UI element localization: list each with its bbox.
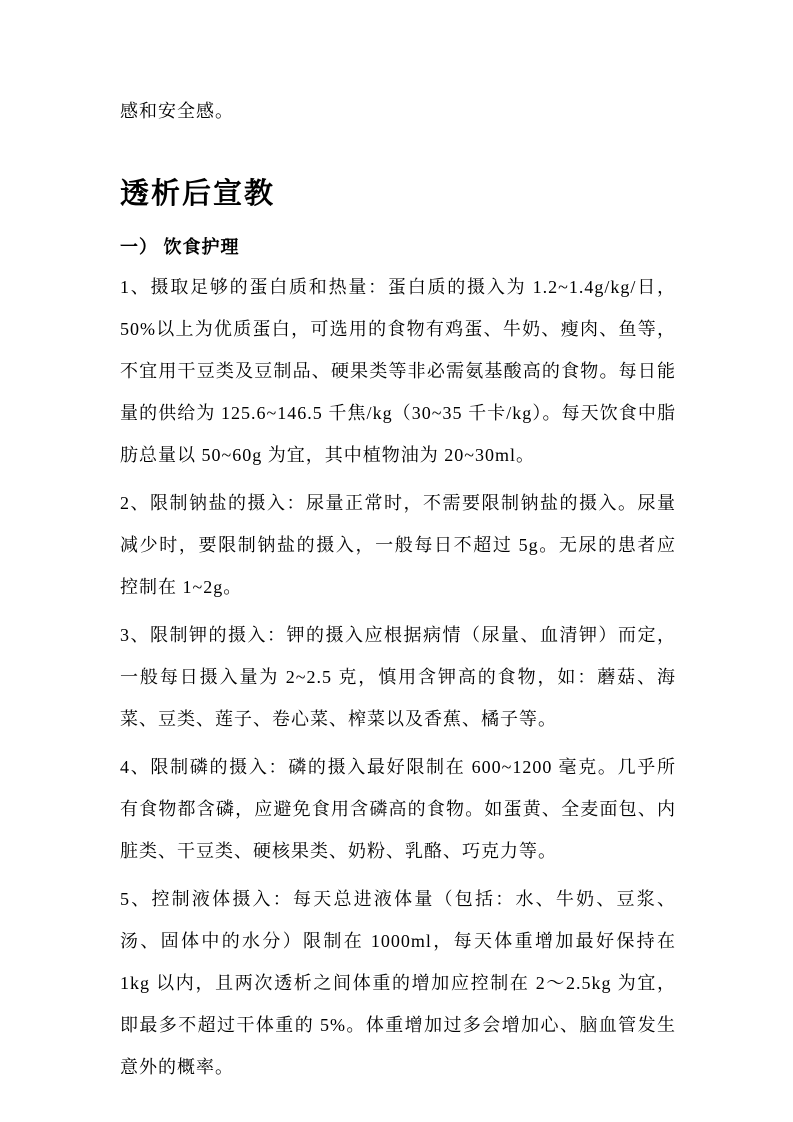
document-title: 透析后宣教 xyxy=(120,178,276,210)
paragraph-phosphorus-restriction: 4、限制磷的摄入：磷的摄入最好限制在 600~1200 毫克。几乎所有食物都含磷，应避免食用含磷高的食物。如蛋黄、全麦面包、内脏类、干豆类、硬核果类、奶粉、乳酪、巧克力等。 xyxy=(120,757,676,861)
paragraph-sodium-restriction: 2、限制钠盐的摄入：尿量正常时，不需要限制钠盐的摄入。尿量减少时，要限制钠盐的摄入，一般每日不超过 5g。无尿的患者应控制在 1~2g。 xyxy=(120,493,676,597)
paragraph-list xyxy=(120,266,676,1088)
paragraph-fluid-control: 5、控制液体摄入：每天总进液体量（包括：水、牛奶、豆浆、汤、固体中的水分）限制在 1000ml，每天体重增加最好保持在 1kg 以内，且两次透析之间体重的增加应控制在 2～2.5kg 为宜，即最多不超过干体重的 5%。体重增加过多会增加心、脑血管发生意外的概率。 xyxy=(120,889,676,1077)
paragraph-protein-energy: 1、摄取足够的蛋白质和热量：蛋白质的摄入为 1.2~1.4g/kg/日，50%以上为优质蛋白，可选用的食物有鸡蛋、牛奶、瘦肉、鱼等，不宜用干豆类及豆制品、硬果类等非必需氨基酸高的食物。每日能量的供给为 125.6~146.5 千焦/kg（30~35 千卡/kg）。每天饮食中脂肪总量以 50~60g 为宜，其中植物油为 20~30ml。 xyxy=(120,277,676,465)
section-heading-diet-care: 一） 饮食护理 xyxy=(120,237,240,257)
paragraph-continuation: 感和安全感。 xyxy=(120,101,234,121)
paragraph-potassium-restriction: 3、限制钾的摄入：钾的摄入应根据病情（尿量、血清钾）而定，一般每日摄入量为 2~2.5 克，慎用含钾高的食物，如：蘑菇、海菜、豆类、莲子、卷心菜、榨菜以及香蕉、橘子等。 xyxy=(120,625,676,729)
